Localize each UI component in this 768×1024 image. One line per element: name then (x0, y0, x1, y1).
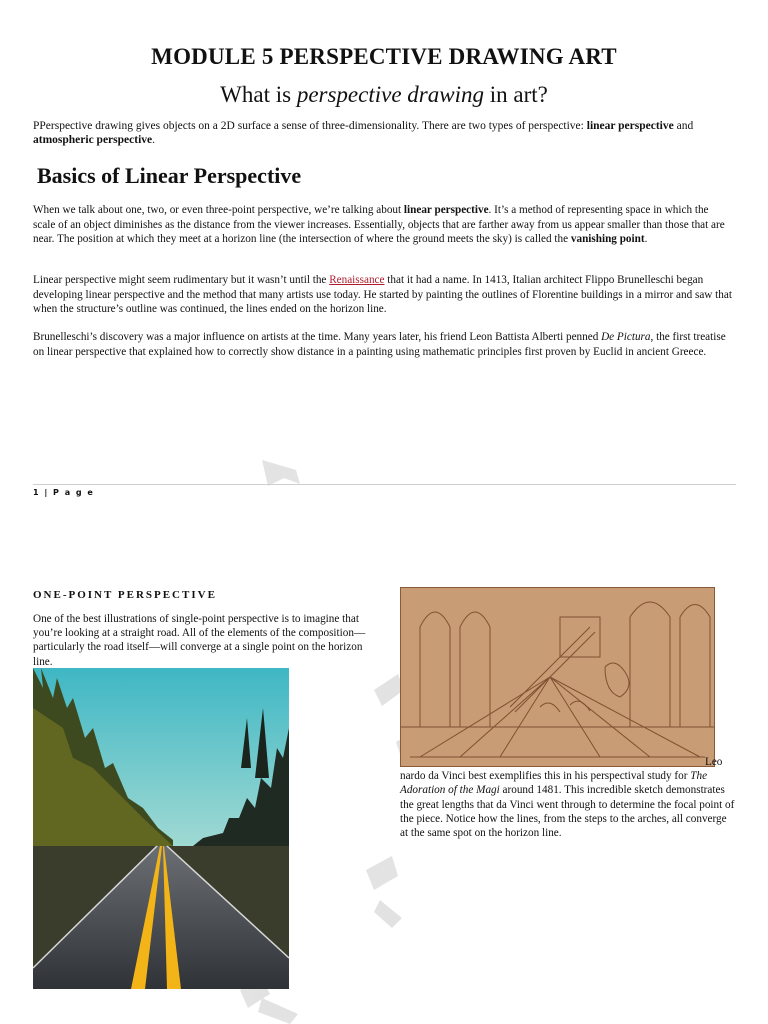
section-heading: Basics of Linear Perspective (37, 163, 302, 188)
para3-text1: Brunelleschi’s discovery was a major influence on artists at the time. Many years later, his friend Leon Battista Alberti penned (33, 331, 602, 343)
para2-text1: Linear perspective might seem rudimentary but it wasn’t until the (33, 274, 330, 286)
para1-bold2: vanishing point (570, 233, 645, 245)
intro-paragraph (33, 119, 733, 147)
footer-divider (33, 484, 736, 485)
paragraph-linear-perspective (33, 203, 733, 247)
module-title: MODULE 5 PERSPECTIVE DRAWING ART (151, 44, 617, 69)
page-subtitle (0, 82, 768, 108)
road-photo (33, 668, 289, 989)
intro-bold-atmospheric: atmospheric perspective (33, 134, 153, 146)
para3-text2: , the first treatise on linear perspective that explained how to correctly show distance in a painting using mathematic principles first proven by Euclid in ancient Greece. (33, 331, 726, 358)
subtitle-emphasis: perspective drawing (296, 82, 484, 107)
intro-end: . (152, 134, 155, 146)
renaissance-link[interactable]: Renaissance (329, 274, 385, 286)
intro-bold-linear: linear perspective (586, 120, 674, 132)
sketch-caption (400, 755, 735, 840)
page-number: 1 | P a g e (33, 488, 95, 497)
para3-emphasis: De Pictura (601, 331, 651, 343)
intro-text: PPerspective drawing gives objects on a 2D surface a sense of three-dimensionality. There are two types of perspective: (33, 120, 587, 132)
para1-text1: When we talk about one, two, or even three-point perspective, we’re talking about (33, 204, 404, 216)
caption-emphasis: The Adoration of the Magi (400, 770, 708, 797)
paragraph-renaissance (33, 273, 733, 317)
para1-bold1: linear perspective (403, 204, 489, 216)
caption-text1: Leo nardo da Vinci best exemplifies this in his perspectival study for (400, 756, 723, 783)
one-point-paragraph: One of the best illustrations of single-point perspective is to imagine that you’re looking at a straight road. All of the elements of the composition—particularly the road itself—will converge at a single point on the horizon line. (33, 613, 366, 668)
para1-text3: . (644, 233, 648, 245)
da-vinci-sketch (400, 587, 715, 767)
intro-and: and (673, 120, 694, 132)
caption-text2: around 1481. This incredible sketch demonstrates the great lengths that da Vinci went through to determine the focal point of the piece. Notice how the lines, from the steps to the arches, all converge at the same spot on the horizon line. (400, 784, 735, 840)
subtitle-before: What is (220, 82, 297, 107)
subtitle-after: in art? (483, 82, 548, 107)
para2-text2: that it had a name. In 1413, Italian architect Flippo Brunelleschi began developing linear perspective and the method that many artists use today. He started by painting the outlines of Florentine buildings in a mirror and saw that when the structure’s outline was continued, the lines ended on the horizon line. (33, 274, 732, 315)
one-point-heading: ONE-POINT PERSPECTIVE (33, 589, 217, 601)
para1-text2: . It’s a method of representing space in which the scale of an object diminishes as the distance from the viewer increases. Essentially, objects that are farther away from us appear smaller than those that are near. The position at which they meet at a horizon line (the intersection of where the ground meets the sky) is called the (33, 204, 725, 245)
paragraph-brunelleschi (33, 330, 733, 359)
